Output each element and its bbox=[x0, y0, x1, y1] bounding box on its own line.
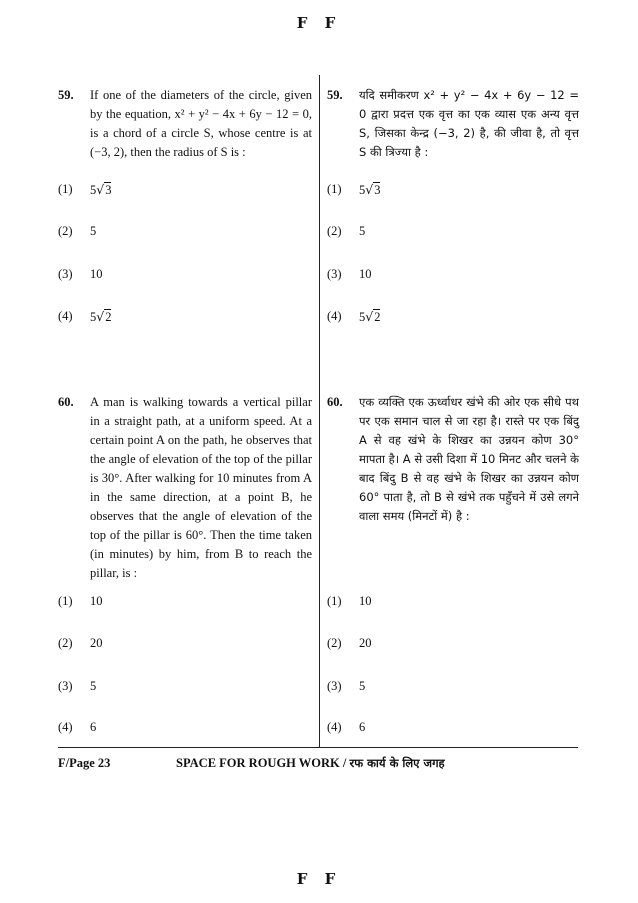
sqrt-symbol: √2 bbox=[96, 309, 112, 324]
page-number: F/Page 23 bbox=[58, 756, 111, 770]
question-number: 59. bbox=[58, 88, 74, 102]
question-text: A man is walking towards a vertical pillar in a straight path, at a uniform speed. At a certain point A on the path, he observes that the angle of elevation of the top of the pillar is 30°. After walking for 10 minutes from A in the same direction, at a point B, he observes that the angle of elevation of the top of the pillar is 60°. Then the time taken (in minutes) by him, from B to reach the pillar, is : bbox=[90, 395, 312, 580]
question-number: 59. bbox=[327, 88, 343, 102]
sqrt-symbol: √3 bbox=[96, 182, 112, 197]
question-text: If one of the diameters of the circle, given by the equation, x² + y² − 4x + 6y − 12 = 0, is a chord of a circle S, whose centre is at (−3, 2), then the radius of S is : bbox=[90, 88, 312, 159]
question-text: एक व्यक्ति एक ऊर्ध्वाधर खंभे की ओर एक सीधे पथ पर एक समान चाल से जा रहा है। रास्ते पर एक बिंदु A से वह खंभे के शिखर का उन्नयन कोण 30° मापता है। A से उसी दिशा में 10 मिनट और चलने के बाद बिंदु B से वह खंभे के शिखर का उन्नयन कोण 60° पाता है, तो B से खंभे तक पहुँचने में उसे लगने वाला समय (मिनटों में) है : bbox=[359, 395, 579, 523]
header-mark: F F bbox=[296, 14, 342, 32]
sqrt-symbol: √2 bbox=[365, 309, 381, 324]
footer-rule bbox=[58, 747, 578, 748]
rough-work-label: SPACE FOR ROUGH WORK / रफ कार्य के लिए जगह bbox=[176, 756, 445, 770]
footer-mark: F F bbox=[296, 870, 342, 888]
question-number: 60. bbox=[58, 395, 74, 409]
question-number: 60. bbox=[327, 395, 343, 409]
column-divider bbox=[319, 75, 320, 747]
sqrt-symbol: √3 bbox=[365, 182, 381, 197]
question-text: यदि समीकरण x² + y² − 4x + 6y − 12 = 0 द्वारा प्रदत्त एक वृत्त का एक व्यास एक अन्य वृत्त S, जिसका केन्द्र (−3, 2) है, की जीवा है, तो वृत्त S की त्रिज्या है : bbox=[359, 88, 579, 159]
